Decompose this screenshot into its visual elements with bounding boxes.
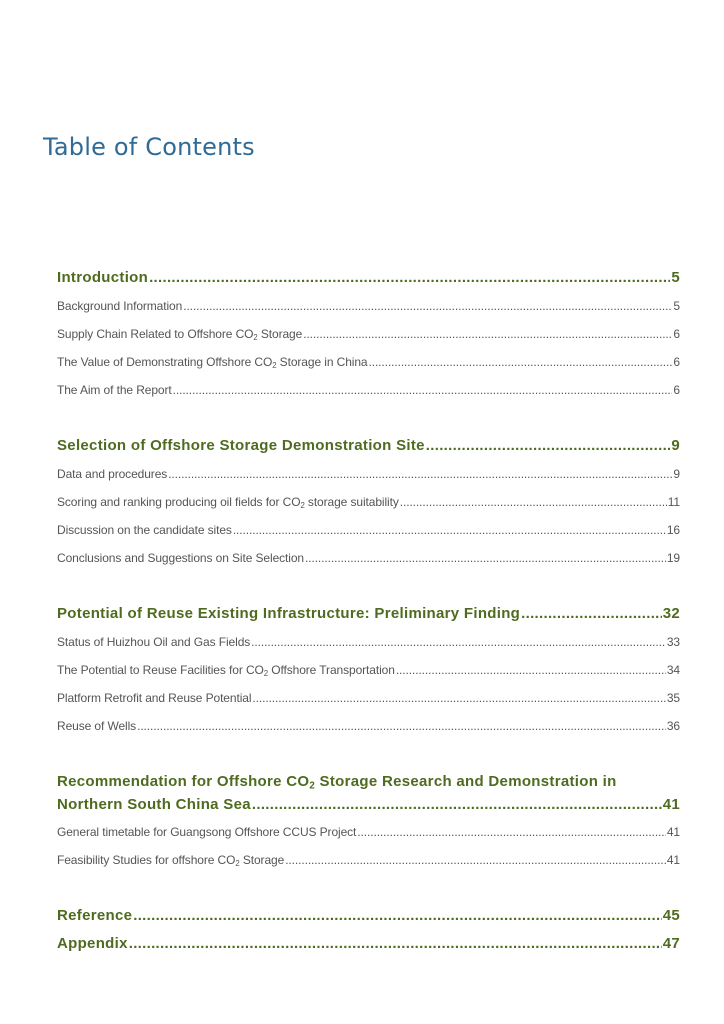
toc-page-number: 16 (666, 523, 680, 537)
toc-entry[interactable] (57, 355, 680, 369)
dot-leader (233, 523, 666, 537)
dot-leader (400, 495, 667, 509)
toc-entry-label: Discussion on the candidate sites (57, 523, 232, 537)
toc-entry[interactable] (57, 635, 680, 649)
toc-heading-introduction[interactable] (57, 269, 680, 286)
dot-leader (252, 691, 665, 705)
dot-leader (137, 719, 666, 733)
toc-entry-label: Conclusions and Suggestions on Site Selection (57, 551, 304, 565)
toc-page-number: 11 (667, 495, 680, 509)
toc-page-number: 9 (673, 467, 680, 481)
toc-page-number: 6 (673, 355, 680, 369)
toc-heading-reference[interactable] (57, 907, 680, 924)
toc-page-number: 41 (662, 796, 680, 813)
toc-page-number: 6 (673, 383, 680, 397)
toc-entry[interactable] (57, 523, 680, 537)
dot-leader (149, 269, 670, 286)
toc-entry[interactable] (57, 495, 680, 509)
page-title: Table of Contents (43, 133, 255, 161)
toc-entry-label: Data and procedures (57, 467, 168, 481)
dot-leader (251, 635, 666, 649)
toc-heading-label: Northern South China Sea (57, 796, 251, 813)
toc-page-number: 5 (671, 269, 680, 286)
toc-entry-label: Feasibility Studies for offshore $CO_2$ Storage (57, 853, 285, 868)
toc-entry[interactable] (57, 383, 680, 397)
toc-page-number: 5 (673, 299, 680, 313)
toc-entry[interactable] (57, 551, 680, 565)
toc-entry-label: Supply Chain Related to Offshore $CO_2$ Storage (57, 327, 303, 342)
toc-heading-site-selection[interactable] (57, 437, 680, 454)
toc-entry-label: Platform Retrofit and Reuse Potential (57, 691, 252, 705)
toc-page-number: 41 (666, 853, 680, 867)
toc-page-number: 6 (673, 327, 680, 341)
toc-heading-infrastructure-reuse[interactable] (57, 605, 680, 622)
toc-entry-label: The Value of Demonstrating Offshore $CO_2$ Storage in China (57, 355, 368, 370)
toc-page-number: 9 (671, 437, 680, 454)
dot-leader (129, 935, 662, 952)
toc-entry[interactable] (57, 663, 680, 677)
toc-page-number: 45 (662, 907, 680, 924)
toc-page-number: 35 (666, 691, 680, 705)
toc-entry[interactable] (57, 467, 680, 481)
dot-leader (183, 299, 672, 313)
toc-heading-label: Potential of Reuse Existing Infrastructure: Preliminary Finding (57, 605, 521, 622)
toc-entry-label: The Aim of the Report (57, 383, 172, 397)
dot-leader (173, 383, 673, 397)
toc-heading-label: Selection of Offshore Storage Demonstration Site (57, 437, 425, 454)
toc-page-number: 41 (666, 825, 680, 839)
dot-leader (285, 853, 666, 867)
dot-leader (521, 605, 662, 622)
dot-leader (133, 907, 661, 924)
dot-leader (305, 551, 666, 565)
toc-entry-label: The Potential to Reuse Facilities for $CO_2$ Offshore Transportation (57, 663, 395, 678)
toc-heading-appendix[interactable] (57, 935, 680, 952)
toc-heading-recommendation-line1[interactable]: Recommendation for Offshore $CO_2$ Storage Research and Demonstration in (57, 773, 617, 792)
toc-entry[interactable] (57, 853, 680, 867)
dot-leader (426, 437, 671, 454)
toc-entry[interactable] (57, 825, 680, 839)
toc-page-number: 47 (662, 935, 680, 952)
dot-leader (303, 327, 672, 341)
toc-entry-label: Reuse of Wells (57, 719, 137, 733)
toc-entry-label: General timetable for Guangsong Offshore CCUS Project (57, 825, 357, 839)
toc-heading-label: Introduction (57, 269, 149, 286)
toc-entry-label: Background Information (57, 299, 183, 313)
toc-entry[interactable] (57, 327, 680, 341)
toc-page-number: 32 (662, 605, 680, 622)
toc-entry-label: Scoring and ranking producing oil fields for $CO_2$ storage suitability (57, 495, 399, 510)
toc-heading-recommendation[interactable] (57, 796, 680, 813)
toc-entry[interactable] (57, 691, 680, 705)
toc-page-number: 33 (666, 635, 680, 649)
toc-entry[interactable] (57, 719, 680, 733)
toc-heading-label: Reference (57, 907, 133, 924)
dot-leader (252, 796, 662, 813)
toc-entry[interactable] (57, 299, 680, 313)
dot-leader (368, 355, 672, 369)
toc-page-number: 34 (666, 663, 680, 677)
dot-leader (396, 663, 666, 677)
dot-leader (357, 825, 666, 839)
toc-page-number: 36 (666, 719, 680, 733)
toc-page-number: 19 (666, 551, 680, 565)
dot-leader (168, 467, 672, 481)
toc-entry-label: Status of Huizhou Oil and Gas Fields (57, 635, 251, 649)
toc-heading-label: Appendix (57, 935, 128, 952)
